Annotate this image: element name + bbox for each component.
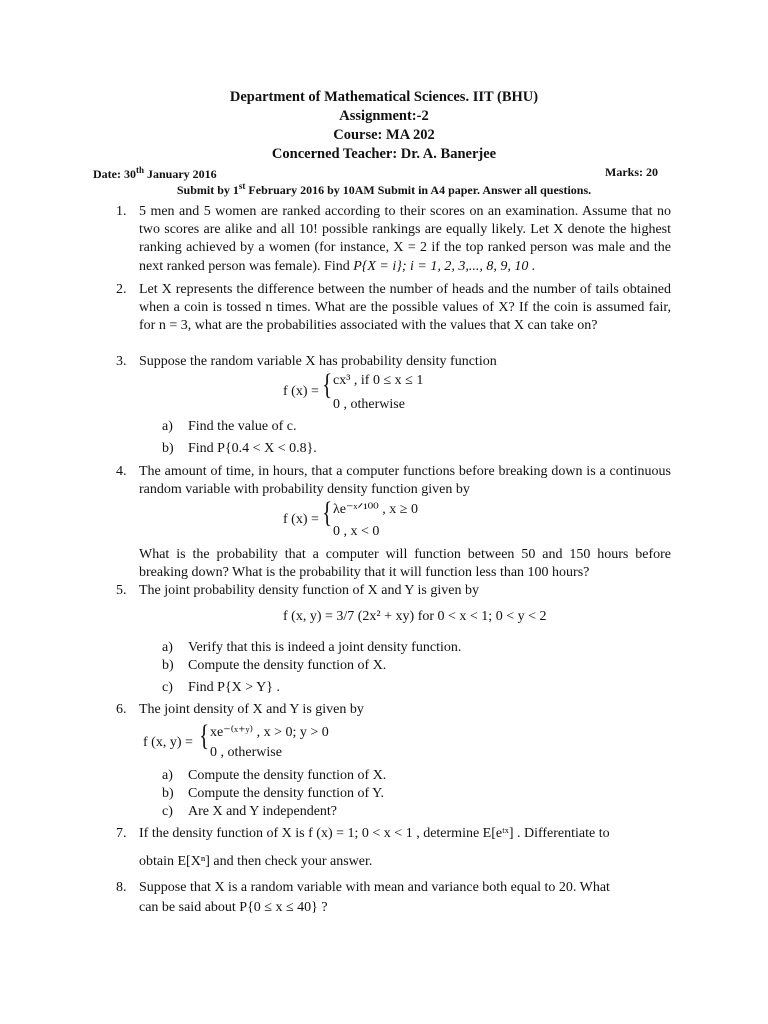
q6-part-b: b) Compute the density function of Y. [162, 786, 384, 801]
department-title: Department of Mathematical Sciences. IIT (BHU) [229, 89, 539, 105]
q4-case-1: λe⁻ˣᐟ¹⁰⁰ , x ≥ 0 [333, 502, 418, 517]
q3-part-a: a) Find the value of c. [162, 419, 297, 434]
marks-line: Marks: 20 [605, 165, 658, 179]
q6-lhs: f (x, y) = [143, 735, 193, 750]
q4-brace: { [322, 496, 333, 529]
assignment-title: Assignment:-2 [339, 108, 429, 124]
q6-part-a: a) Compute the density function of X. [162, 768, 387, 783]
q5-part-a: a) Verify that this is indeed a joint density function. [162, 640, 462, 655]
q4-lhs: f (x) = [283, 512, 319, 527]
q5-formula: f (x, y) = 3/7 (2x² + xy) for 0 < x < 1; 0 < y < 2 [283, 609, 547, 624]
q6-part-c: c) Are X and Y independent? [162, 804, 338, 819]
q6-brace: { [199, 719, 210, 752]
course-title: Course: MA 202 [333, 127, 435, 143]
q6-case-1: xe⁻⁽ˣ⁺ʸ⁾ , x > 0; y > 0 [210, 725, 329, 740]
q4-case-2: 0 , x < 0 [333, 524, 380, 539]
q3-part-b: b) Find P{0.4 < X < 0.8}. [162, 441, 317, 456]
assignment-page: Department of Mathematical Sciences. IIT (BHU) Assignment:-2 Course: MA 202 Concerned Teacher: Dr. A. Banerjee Date: 30th January 2016 Marks: 20 Submit by 1st February 2016 by 10AM Submit in A4 paper. Answer all questions. 1. 5 men and 5 women are ranked according to their scores on an examination. Assume that no two scores are alike and all 10! possible rankings are equally likely. Let X denote the highest ranking achieved by a women (for instance, X = 2 if the top ranked person was male and the next ranked person was female). Find P{X = i}; i = 1, 2, 3,..., 8, 9, 10 . 2. Let X represents the difference between the number of heads and the number of tails obtained when a coin is tossed n times. What are the possible values of X? If the coin is assumed fair, for n = 3, what are the probabilities associated with the values that X can take on? 3. Suppose the random variable X has probability density function f (x) = { cx³ , if 0 ≤ x ≤ 1 0 , otherwise a) Find the value of c. b) Find P{0.4 < X < 0.8}. 4. The amount of time, in hours, that a computer functions before breaking down is a continuous random variable with probability density function given by f (x) = { λe⁻ˣᐟ¹⁰⁰ , x ≥ 0 0 , x < 0 What is the probability that a computer will function between 50 and 150 hours before breaking down? What is the probability that it will function less than 100 hours? 5. The joint probability density function of X and Y is given by f (x, y) = 3/7 (2x² + xy) for 0 < x < 1; 0 < y < 2 a) Verify that this is indeed a joint density function. b) Compute the density function of X. c) Find P{X > Y} . 6. The joint density of X and Y is given by f (x, y) = { xe⁻⁽ˣ⁺ʸ⁾ , x > 0; y > 0 0 , otherwise a) Compute the density function of X. b) Compute the density function of Y. c) Are X and Y independent? 7. If the density function of X is f (x) = 1; 0 < x < 1 , determine E[eᵗˣ] . Differentiate to obtain E[Xⁿ] and then check your answer. 8. Suppose that X is a random variable with mean and variance both equal to 20. What can be said about P{0 ≤ x ≤ 40} ? [0, 0, 768, 1024]
date-line: Date: 30th January 2016 [93, 165, 217, 181]
q5-part-c: c) Find P{X > Y} . [162, 680, 280, 695]
q6-case-2: 0 , otherwise [210, 745, 282, 760]
q3-lhs: f (x) = [283, 384, 319, 399]
q5-part-b: b) Compute the density function of X. [162, 658, 387, 673]
teacher-title: Concerned Teacher: Dr. A. Banerjee [271, 146, 497, 162]
q3-brace: { [322, 368, 333, 401]
q3-case-1: cx³ , if 0 ≤ x ≤ 1 [333, 373, 424, 388]
q3-case-2: 0 , otherwise [333, 397, 405, 412]
submit-line: Submit by 1st February 2016 by 10AM Submit in A4 paper. Answer all questions. [176, 181, 592, 197]
